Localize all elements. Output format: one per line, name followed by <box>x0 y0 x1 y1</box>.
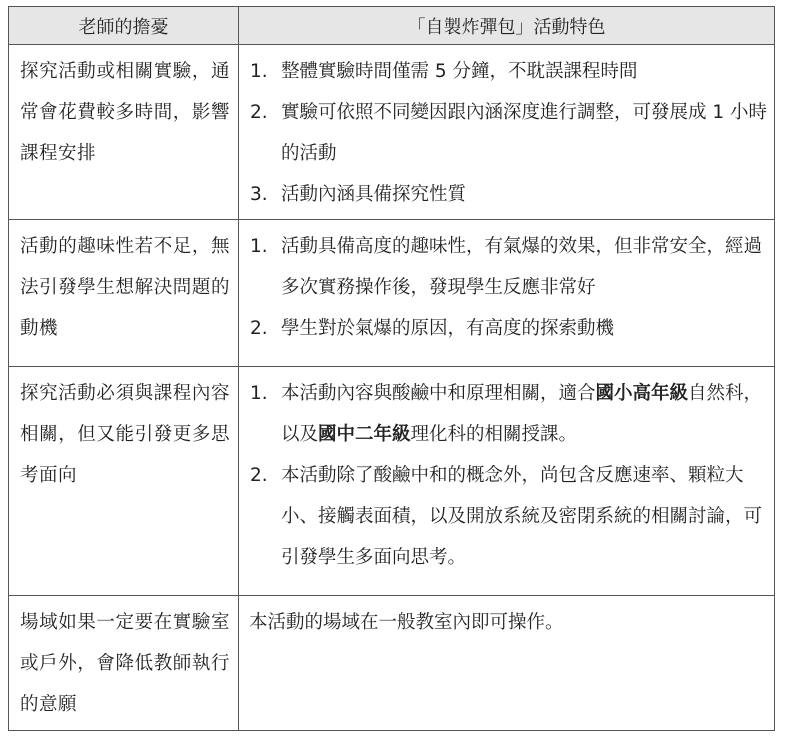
list-item: 3. 活動內涵具備探究性質 <box>250 184 467 205</box>
feature-text: 本活動的場域在一般教室內即可操作。 <box>249 612 564 633</box>
list-item: 1. 整體實驗時間僅需 5 分鐘，不耽誤課程時間 <box>250 61 638 82</box>
concern-cell: 探究活動必須與課程內容相關，但又能引發更多思考面向 <box>9 367 239 596</box>
list-item: 2. 實驗可依照不同變因跟內涵深度進行調整，可發展成 1 小時的活動 <box>250 102 768 164</box>
comparison-table <box>8 6 775 731</box>
list-item: 1. 活動具備高度的趣味性，有氣爆的效果，但非常安全，經過多次實務操作後，發現學生反應非常好 <box>250 236 763 298</box>
feature-list <box>247 51 768 215</box>
list-item: 1. 本活動內容與酸鹼中和原理相關，適合國小高年級自然科，以及國中二年級理化科的相關授課。 <box>250 383 763 445</box>
feature-list <box>247 373 768 578</box>
table-row <box>9 220 775 367</box>
concern-cell: 活動的趣味性若不足，無法引發學生想解決問題的動機 <box>9 220 239 367</box>
header-concern: 老師的擔憂 <box>9 7 239 45</box>
feature-cell <box>239 45 775 220</box>
table-row <box>9 596 775 731</box>
grade-highlight: 國中二年級 <box>318 424 411 445</box>
feature-cell <box>239 220 775 367</box>
grade-highlight: 國小高年級 <box>595 383 689 404</box>
table-row <box>9 45 775 220</box>
header-row <box>9 7 775 45</box>
table-row <box>9 367 775 596</box>
concern-cell: 場域如果一定要在實驗室或戶外，會降低教師執行的意願 <box>9 596 239 731</box>
feature-list <box>247 226 768 349</box>
list-item: 2. 本活動除了酸鹼中和的概念外，尚包含反應速率、顆粒大小、接觸表面積，以及開放系統及密閉系統的相關討論，可引發學生多面向思考。 <box>250 465 763 568</box>
feature-cell <box>239 367 775 596</box>
header-feature: 「自製炸彈包」活動特色 <box>239 7 775 45</box>
concern-cell: 探究活動或相關實驗，通常會花費較多時間，影響課程安排 <box>9 45 239 220</box>
list-item: 2. 學生對於氣爆的原因，有高度的探索動機 <box>250 318 615 339</box>
feature-cell <box>239 596 775 731</box>
